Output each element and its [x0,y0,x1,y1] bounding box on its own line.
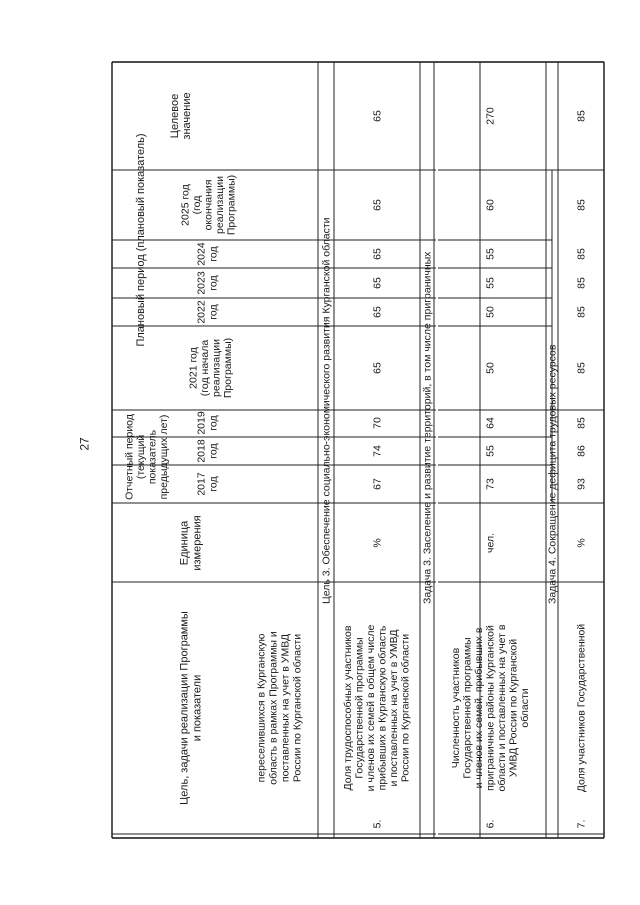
row5-value-line: 70 [371,417,384,429]
row7-value-line: 85 [575,277,588,289]
header-2023-line: год [207,275,220,291]
row5-value-line: 65 [371,306,384,318]
header-2019-line: год [207,415,220,431]
row7-value [576,110,588,122]
row7-value [576,362,588,374]
row5-value [372,277,384,289]
header-2019-line: 2019 [195,411,208,435]
row6-unit-line: чел. [484,532,497,554]
row7-num-line: 7. [575,819,588,829]
row7-value [576,248,588,260]
row7-value [576,199,588,211]
header-2025-line: (год [191,195,204,215]
row6-value-line: 55 [484,248,497,260]
row5-unit [372,538,384,547]
header-goal [178,611,203,805]
row7-num [576,820,588,829]
row5-value-line: 65 [371,277,384,289]
row7-value-line: 86 [575,445,588,457]
row5-value [372,445,384,457]
row6-text [450,624,531,791]
row7-value [576,478,588,490]
table-text [123,92,587,828]
row-continuation-text-line: область в рамках Программы и [267,631,280,785]
row6-text-line: и членов их семей, прибывших в [473,627,486,789]
row6-value [485,362,497,374]
row6-text-line: Государственной программы [461,637,474,779]
header-2023 [196,271,220,295]
header-unit [178,515,203,570]
row6-value-line: 270 [484,107,497,125]
row-continuation-text-line: России по Курганской области [291,633,304,783]
row5-unit-line: % [371,538,384,548]
row6-value-line: 60 [484,199,497,211]
header-report-line: (текущий [134,434,147,480]
header-2017-line: год [207,476,220,492]
row7-value [576,277,588,289]
row7-value [576,417,588,429]
header-2023-line: 2023 [195,271,208,295]
row6-num [485,820,497,829]
row5-text [342,624,412,791]
header-report-line: предыдущих лет) [157,414,170,500]
row7-text-line: Доля участников Государственной [575,623,588,793]
header-report [123,414,170,500]
section-task4 [547,344,559,604]
header-2018 [196,439,220,463]
row5-text-line: России по Курганской области [399,633,412,783]
row5-num-line: 5. [371,819,384,829]
row7-value-line: 85 [575,362,588,374]
row-continuation-text [256,631,304,785]
row6-text-line: области и поставленных на учет в [496,624,509,792]
row5-text-line: Доля трудоспособных участников [341,625,354,791]
row7-value-line: 85 [575,417,588,429]
row6-value [485,417,497,429]
header-2018-line: год [207,443,220,459]
header-2021-line: Программы) [221,337,234,399]
header-2019 [196,411,220,435]
row5-value [372,417,384,429]
row5-text-line: и поставленных на учет в УМВД [387,629,400,787]
section-goal3 [321,217,333,604]
row7-value-line: 85 [575,110,588,122]
header-report-line: Отчетный период [123,414,136,500]
row6-value-line: 55 [484,445,497,457]
header-2025-line: 2025 год [179,184,192,226]
row6-value [485,248,497,260]
header-target [169,92,193,139]
header-2021-line: (год начала [198,339,211,397]
row5-value-line: 65 [371,110,384,122]
row7-text [576,624,588,792]
row5-value [372,306,384,318]
row6-value [485,277,497,289]
row6-value [485,445,497,457]
section-task4-line: Задача 4. Сокращение дефицита трудовых ресурсов [546,344,559,604]
row5-value [372,110,384,122]
row6-value [485,199,497,211]
header-2022-line: год [207,304,220,320]
header-unit-line: измерения [191,515,204,571]
row7-value-line: 85 [575,199,588,211]
row6-value-line: 73 [484,478,497,490]
row5-value [372,478,384,490]
row6-text-line: области [519,688,532,728]
row5-value-line: 65 [371,362,384,374]
row5-value [372,248,384,260]
row7-value-line: 85 [575,306,588,318]
row7-value-line: 93 [575,478,588,490]
row6-value-line: 50 [484,306,497,318]
row5-num [372,820,384,829]
row6-value [485,306,497,318]
row7-value [576,306,588,318]
row5-text-line: Государственной программы [353,637,366,779]
header-2022-line: 2022 [195,300,208,324]
header-plan-line: Плановый период (плановый показатель) [134,133,147,347]
section-goal3-line: Цель 3. Обеспечение социально-экономического развития Курганской области [320,217,333,604]
row6-text-line: УМВД России по Курганской [507,638,520,778]
header-goal-line: Цель, задачи реализации Программы [178,611,191,805]
row-continuation-text-line: переселившихся в Курганскую [255,633,268,783]
header-2021 [187,338,234,398]
header-2025-line: Программы) [225,174,238,236]
row6-value-line: 55 [484,277,497,289]
row5-text-line: и членов их семей в общем числе [364,624,377,792]
row7-unit-line: % [575,538,588,548]
header-target-line: Целевое [168,93,181,139]
row6-unit [485,533,497,553]
row5-value-line: 65 [371,199,384,211]
header-2021-line: 2021 год [187,347,200,389]
header-2025-line: окончания [202,179,215,231]
header-2025-line: реализации [214,176,227,234]
header-2021-line: реализации [210,339,223,397]
row6-value [485,478,497,490]
row6-value-line: 64 [484,417,497,429]
header-2022 [196,300,220,324]
section-task3-line: Задача 3. Заселение и развитие территорий, в том числе приграничных [421,251,434,604]
row-continuation-text-line: поставленных на учет в УМВД [279,633,292,783]
header-plan [135,133,147,346]
row7-value-line: 85 [575,248,588,260]
header-2024-line: 2024 [195,242,208,266]
header-unit-line: Единица [178,520,191,566]
row7-value [576,445,588,457]
row5-text-line: прибывших в Курганскую область [376,625,389,791]
header-2017 [196,472,220,496]
section-task3 [422,251,434,604]
header-goal-line: и показатели [191,674,204,742]
header-report-line: показатель [146,429,159,485]
page-number: 27 [77,437,92,451]
row6-value [485,107,497,125]
row6-num-line: 6. [484,819,497,829]
row5-value [372,199,384,211]
row7-unit [576,538,588,547]
header-2017-line: 2017 [195,472,208,496]
header-2025 [180,175,238,235]
header-2018-line: 2018 [195,439,208,463]
row5-value-line: 65 [371,248,384,260]
row5-value-line: 67 [371,478,384,490]
header-2024-line: год [207,246,220,262]
row6-text-line: приграничные районы Курганской [484,625,497,791]
row5-value-line: 74 [371,445,384,457]
header-2024 [196,242,220,266]
row6-text-line: Численность участников [450,647,463,769]
row5-value [372,362,384,374]
row6-value-line: 50 [484,362,497,374]
header-target-line: значение [180,92,193,140]
